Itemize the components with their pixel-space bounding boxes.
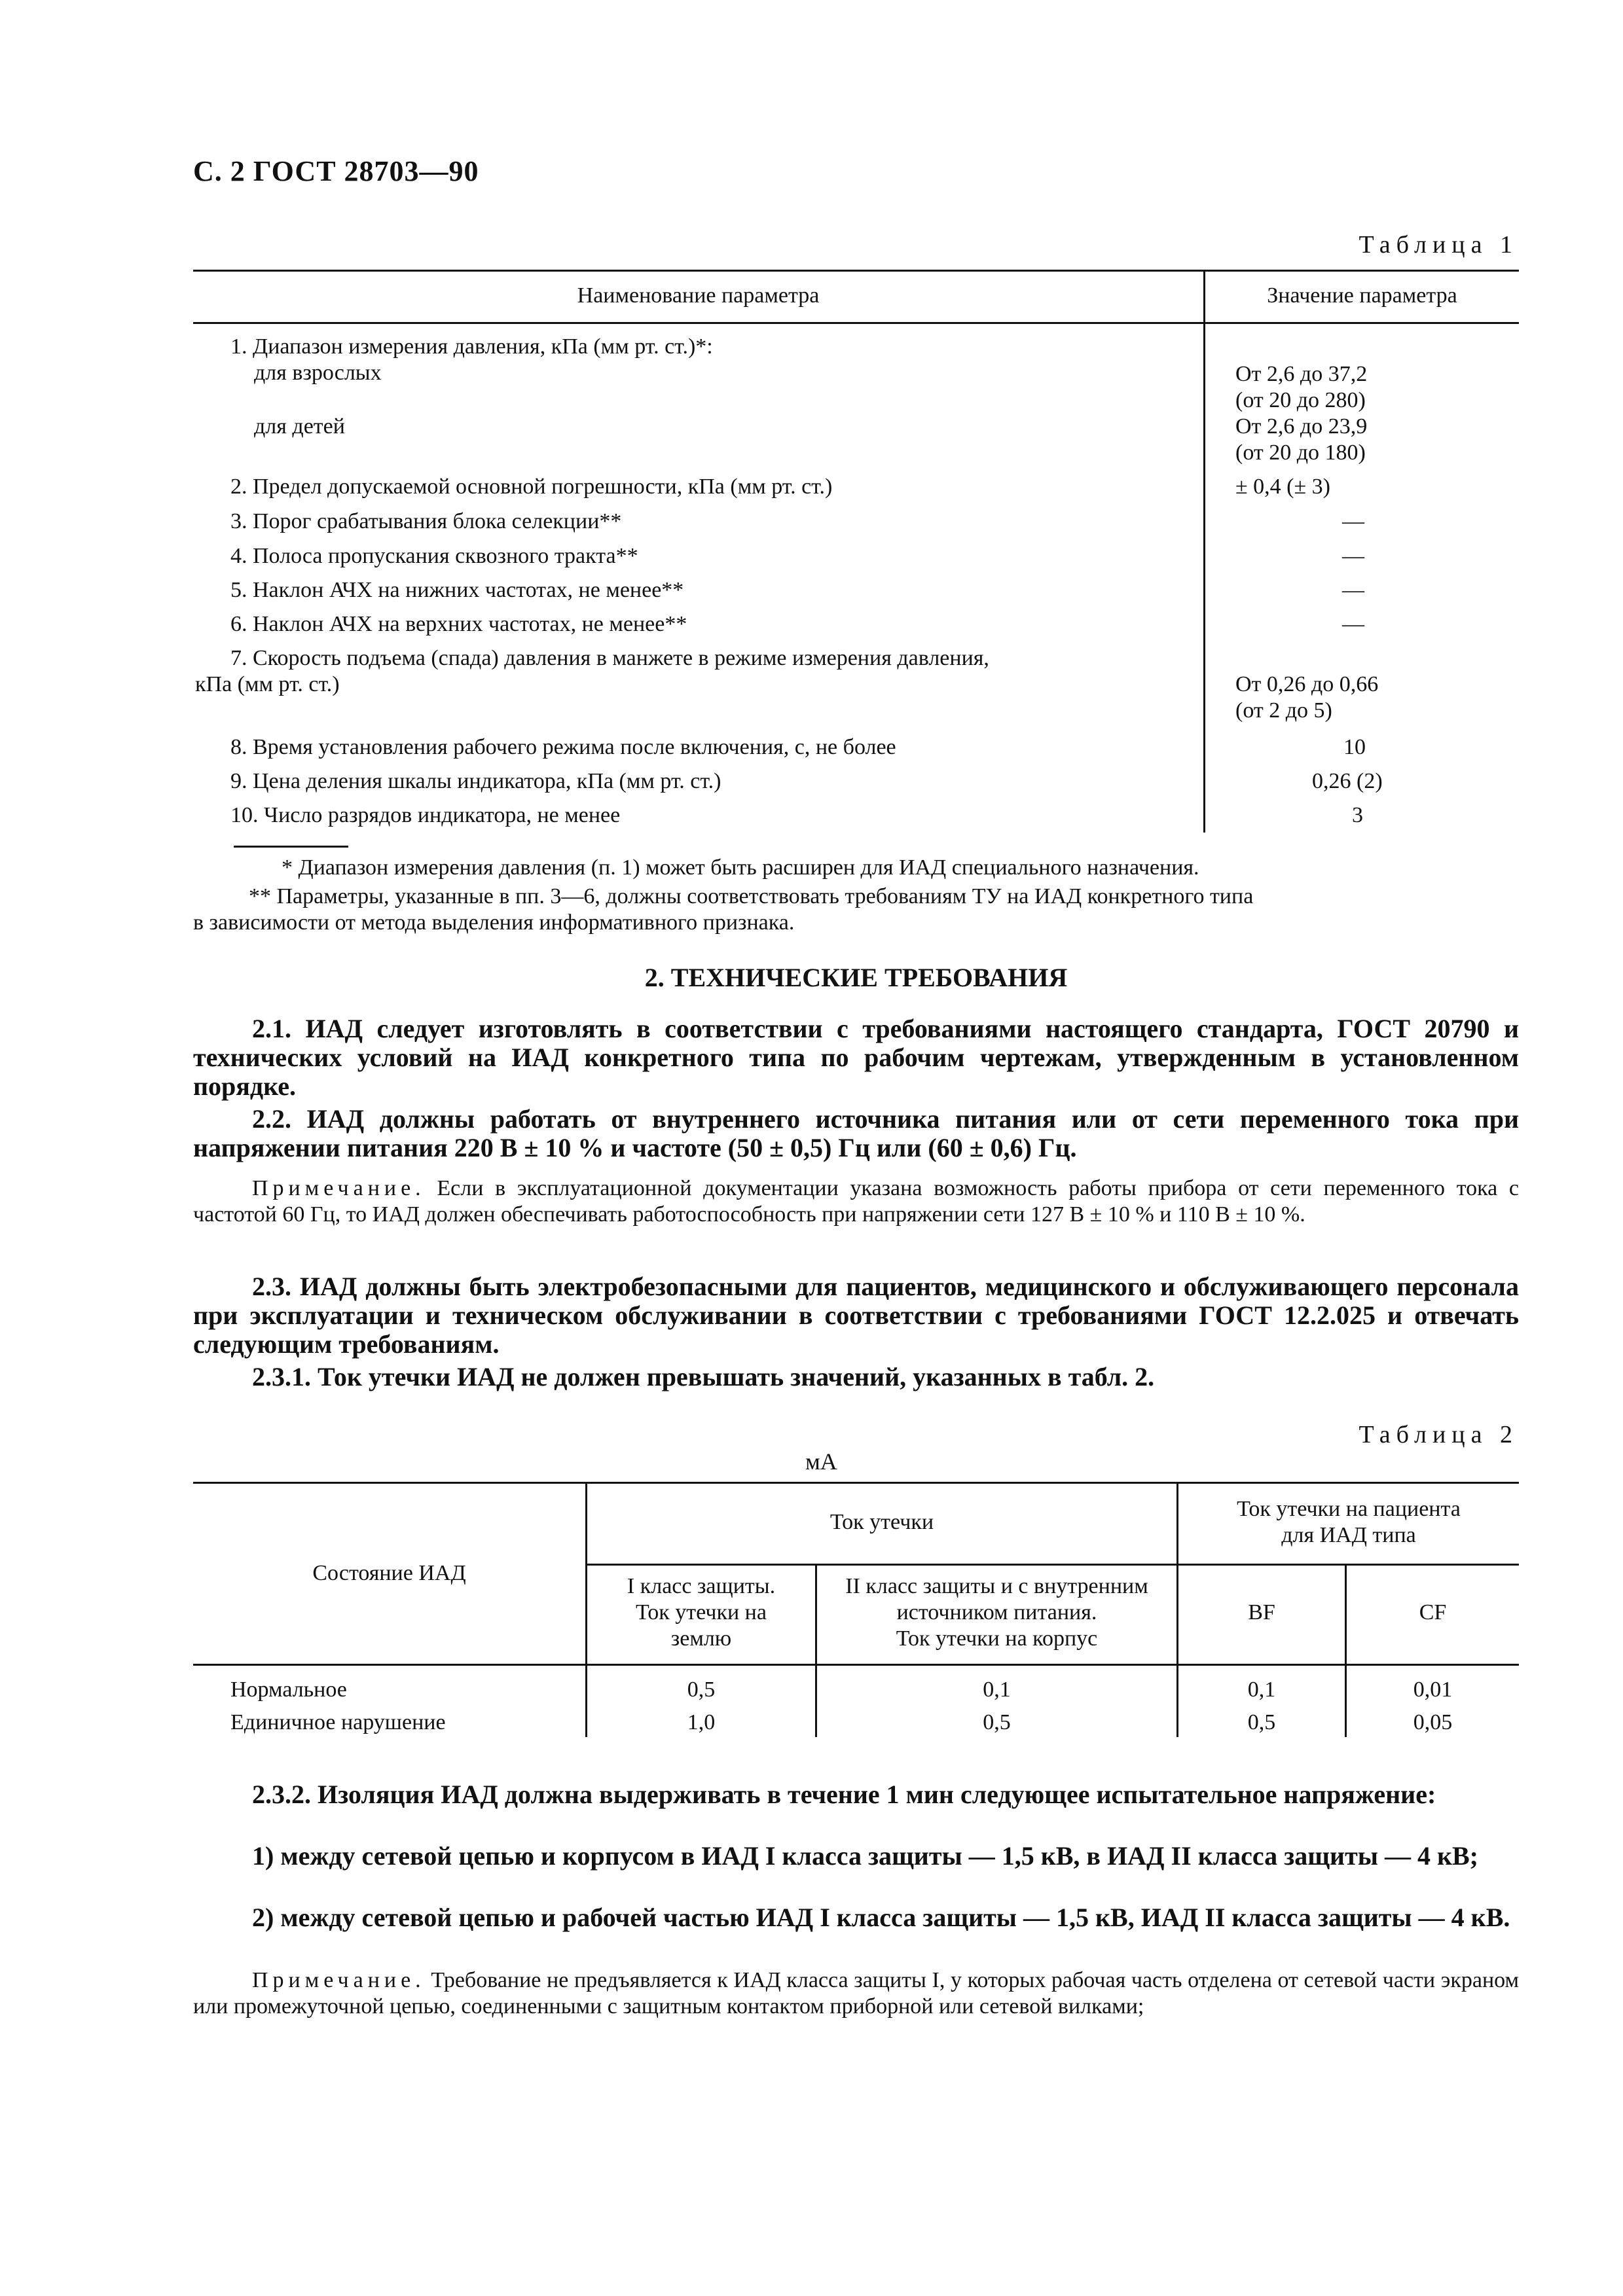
table1-row-value: — [1342,612,1364,636]
table1-row-name-cont: кПа (мм рт. ст.) [195,672,340,696]
table2-col-patient-header: для ИАД типа [1281,1523,1416,1547]
table2-cell: 0,5 [983,1710,1011,1734]
note [193,1967,1519,2020]
table1-row-value: ± 0,4 (± 3) [1235,475,1330,499]
table2-cell: 0,1 [983,1677,1011,1702]
table1-row-value: (от 20 до 280) [1235,388,1366,412]
paragraph: 2.2. ИАД должны работать от внутреннего источника питания или от сети переменного тока при напряжении питания 220 В ± 10 % и частоте (50 ± 0,5) Гц или (60 ± 0,6) Гц. [193,1104,1519,1162]
table1-row-name: 5. Наклон АЧХ на нижних частотах, не менее** [230,578,684,602]
list-item: 1) между сетевой цепью и корпусом в ИАД I класса защиты — 1,5 кВ, в ИАД II класса защиты — 4 кВ; [252,1841,1478,1871]
table1-col-value-header: Значение параметра [1267,283,1457,308]
table1-row-name: для взрослых [254,361,382,385]
table2-col-state-header: Состояние ИАД [312,1561,466,1585]
table2-cell: 0,5 [1247,1710,1276,1734]
table2-caption: Таблица 2 [1359,1421,1518,1448]
table1-row-name: 6. Наклон АЧХ на верхних частотах, не менее** [230,612,687,636]
table1-row-value: От 2,6 до 37,2 [1235,362,1368,386]
table2-sub-class1: землю [670,1626,732,1651]
table2-sub-cf: CF [1419,1600,1447,1624]
table2-row-state: Единичное нарушение [230,1710,446,1734]
paragraph: 2.3.1. Ток утечки ИАД не должен превышать значений, указанных в табл. 2. [252,1362,1155,1391]
table1-caption: Таблица 1 [1359,231,1518,259]
note-text: Если в эксплуатационной документации указана возможность работы прибора от сети переменного тока с частотой 60 Гц, то ИАД должен обеспечивать работоспособность при напряжении сети 127 В ± 10 % и 110 В ± 10 %. [193,1176,1520,1227]
table1-top-rule [193,270,1519,272]
table1-row-value: От 2,6 до 23,9 [1235,414,1368,439]
footnote-rule [234,846,348,848]
table1-column-divider [1203,270,1205,833]
note [193,1175,1519,1228]
table2-cell: 0,5 [687,1677,716,1702]
table1-row-name: 7. Скорость подъема (спада) давления в манжете в режиме измерения давления, [230,646,989,670]
table1-row-value: 10 [1343,735,1366,759]
table2-sub-class1: I класс защиты. [627,1574,776,1598]
list-item: 2) между сетевой цепью и рабочей частью ИАД I класса защиты — 1,5 кВ, ИАД II класса защиты — 4 кВ. [252,1903,1510,1932]
table2-header-rule [193,1664,1519,1666]
footnote: * Диапазон измерения давления (п. 1) может быть расширен для ИАД специального назначения. [282,855,1199,880]
table1-row-name: для детей [254,414,345,439]
table1-row-name: 9. Цена деления шкалы индикатора, кПа (мм рт. ст.) [230,769,721,793]
note-label: Примечание. [252,1176,426,1200]
table1-row-value: От 0,26 до 0,66 [1235,672,1379,696]
note-text: Требование не предъявляется к ИАД класса защиты I, у которых рабочая часть отделена от сетевой части экраном или промежуточной цепью, соединенными с защитным контактом приборной или сетевой вилками; [193,1968,1520,2018]
table2-mid-rule [587,1564,1519,1566]
table2-sub-class2: II класс защиты и с внутренним [845,1574,1148,1598]
footnote: ** Параметры, указанные в пп. 3—6, должны соответствовать требованиям ТУ на ИАД конкретного типа [249,884,1254,908]
table1-row-name: 3. Порог срабатывания блока селекции** [230,509,622,533]
table1-header-rule [193,322,1519,324]
table1-row-name: 8. Время установления рабочего режима после включения, с, не более [230,735,896,759]
table1-row-value: 0,26 (2) [1312,769,1383,793]
table2-cell: 0,1 [1247,1677,1276,1702]
table1-row-value: — [1342,509,1364,533]
table2-cell: 0,05 [1413,1710,1453,1734]
table1-row-value: — [1342,544,1364,568]
table2-sub-bf: BF [1248,1600,1275,1624]
table1-col-name-header: Наименование параметра [577,283,820,308]
paragraph: 2.3. ИАД должны быть электробезопасными для пациентов, медицинского и обслуживающего персонала при эксплуатации и техническом обслуживании в соответствии с требованиями ГОСТ 12.2.025 и отвечать следующим требованиям. [193,1272,1519,1359]
section-heading: 2. ТЕХНИЧЕСКИЕ ТРЕБОВАНИЯ [644,963,1068,992]
table1-row-value: (от 2 до 5) [1235,698,1332,723]
table1-row-value: — [1342,578,1364,602]
paragraph: 2.3.2. Изоляция ИАД должна выдерживать в течение 1 мин следующее испытательное напряжение: [252,1780,1436,1809]
footnote: в зависимости от метода выделения информативного признака. [193,910,795,935]
table1-row-value: 3 [1352,803,1363,827]
table2-sub-class2: источником питания. [896,1600,1097,1624]
table2-sub-class1: Ток утечки на [636,1600,767,1624]
table1-row-name: 2. Предел допускаемой основной погрешности, кПа (мм рт. ст.) [230,475,833,499]
note-label: Примечание. [252,1968,426,1992]
table1-row-name: 4. Полоса пропускания сквозного тракта** [230,544,638,568]
table2-unit: мА [805,1448,837,1475]
table2-top-rule [193,1482,1519,1484]
table2-col-patient-header: Ток утечки на пациента [1237,1497,1461,1521]
table2-sub-class2: Ток утечки на корпус [896,1626,1098,1651]
table1-row-name: 10. Число разрядов индикатора, не менее [230,803,621,827]
table2-row-state: Нормальное [230,1677,347,1702]
table2-col-leak-header: Ток утечки [830,1510,934,1534]
table2-cell: 0,01 [1413,1677,1453,1702]
table2-cell: 1,0 [687,1710,716,1734]
paragraph: 2.1. ИАД следует изготовлять в соответствии с требованиями настоящего стандарта, ГОСТ 20790 и технических условий на ИАД конкретного типа по рабочим чертежам, утвержденным в установленном порядке. [193,1014,1519,1101]
page-header: С. 2 ГОСТ 28703—90 [193,155,479,187]
table1-row-name: 1. Диапазон измерения давления, кПа (мм рт. ст.)*: [230,334,713,359]
table1-row-value: (от 20 до 180) [1235,440,1366,465]
